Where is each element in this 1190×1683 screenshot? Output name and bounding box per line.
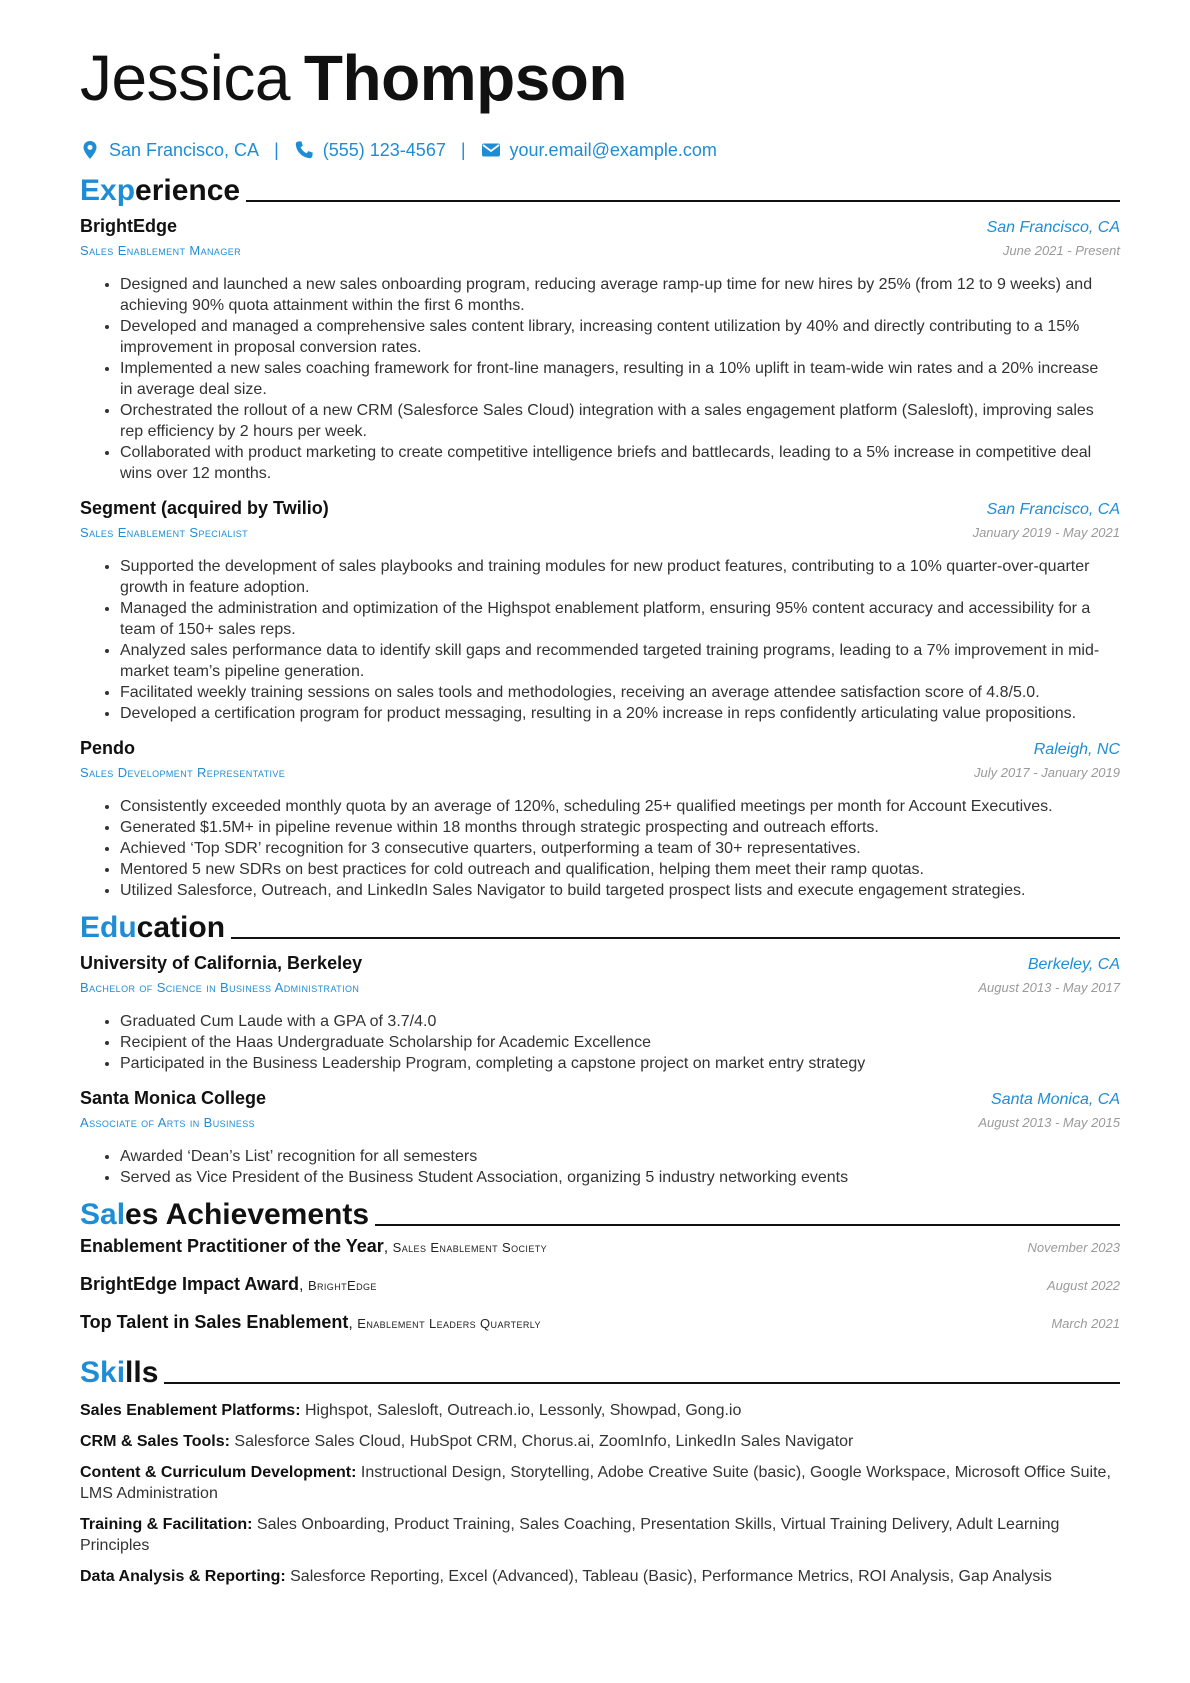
skill-values: Highspot, Salesloft, Outreach.io, Lessonly, Showpad, Gong.io [304, 1402, 742, 1419]
phone-icon [294, 140, 314, 160]
bullet-item: • Served as Vice President of the Business Student Association, organizing 5 industry networking events [120, 1167, 1108, 1188]
award-date: November 2023 [1027, 1240, 1120, 1255]
entry-bullets [80, 1011, 1120, 1074]
bullet-item: • Utilized Salesforce, Outreach, and LinkedIn Sales Navigator to build targeted prospect lists and execute engagement strategies. [120, 880, 1108, 901]
location-text: San Francisco, CA [109, 139, 260, 160]
entry-dates: July 2017 - January 2019 [974, 765, 1120, 780]
entry-location: Raleigh, NC [1033, 741, 1120, 758]
bullet-item: • Managed the administration and optimization of the Highspot enablement platform, ensuring 95% content accuracy and accessibility for a team of 150+ sales reps. [120, 598, 1108, 640]
experience-section-title: Experience [80, 174, 241, 207]
experience-entry [80, 736, 1120, 901]
skill-values: Salesforce Reporting, Excel (Advanced), Tableau (Basic), Performance Metrics, ROI Analysis, Gap Analysis [290, 1568, 1052, 1585]
contact-phone[interactable] [294, 140, 446, 161]
section-divider [246, 200, 1120, 202]
entry-role: Sales Enablement Specialist [80, 525, 249, 540]
bullet-item: • Implemented a new sales coaching framework for front-line managers, resulting in a 10% uplift in team-wide win rates and a 20% increase in average deal size. [120, 358, 1108, 400]
skill-values: Salesforce Sales Cloud, HubSpot CRM, Chorus.ai, ZoomInfo, LinkedIn Sales Navigator [234, 1433, 854, 1450]
entry-location: Santa Monica, CA [991, 1091, 1120, 1108]
bullet-item: • Orchestrated the rollout of a new CRM (Salesforce Sales Cloud) integration with a sales engagement platform (Salesloft), improving sales rep efficiency by 2 hours per week. [120, 400, 1108, 442]
achievement-item: Enablement Practitioner of the Year, Sales Enablement Society November 2023 [80, 1236, 1120, 1274]
bullet-item: • Graduated Cum Laude with a GPA of 3.7/4.0 [120, 1011, 1108, 1032]
education-entry [80, 951, 1120, 1074]
skill-row [80, 1431, 1120, 1452]
skill-row [80, 1514, 1120, 1556]
bullet-item: • Generated $1.5M+ in pipeline revenue within 18 months through strategic prospecting and outreach efforts. [120, 817, 1108, 838]
award-title: BrightEdge Impact Award [80, 1274, 300, 1294]
entry-dates: August 2013 - May 2015 [978, 1115, 1120, 1130]
contact-separator: | [274, 139, 279, 160]
entry-role: Associate of Arts in Business [80, 1115, 256, 1130]
section-divider [231, 937, 1120, 939]
entry-dates: June 2021 - Present [1002, 243, 1120, 258]
skill-row [80, 1400, 1120, 1421]
award-title: Top Talent in Sales Enablement [80, 1312, 349, 1332]
bullet-item: • Developed a certification program for product messaging, resulting in a 20% increase in reps confidently articulating value propositions. [120, 703, 1108, 724]
entry-location: San Francisco, CA [986, 219, 1120, 236]
map-pin-icon [80, 140, 100, 160]
bullet-item: • Collaborated with product marketing to create competitive intelligence briefs and battlecards, leading to a 5% increase in competitive deal wins over 12 months. [120, 442, 1108, 484]
experience-entry [80, 214, 1120, 484]
bullet-item: • Participated in the Business Leadership Program, completing a capstone project on market entry strategy [120, 1053, 1108, 1074]
entry-bullets [80, 796, 1120, 901]
achievement-item: BrightEdge Impact Award, BrightEdge August 2022 [80, 1274, 1120, 1312]
candidate-name [80, 36, 1120, 120]
award-date: March 2021 [1051, 1316, 1120, 1331]
bullet-item: • Consistently exceeded monthly quota by an average of 120%, scheduling 25+ qualified meetings per month for Account Executives. [120, 796, 1108, 817]
bullet-item: • Mentored 5 new SDRs on best practices for cold outreach and qualification, helping them meet their ramp quotas. [120, 859, 1108, 880]
award-issuer: Enablement Leaders Quarterly [357, 1316, 541, 1331]
entry-role: Sales Development Representative [80, 765, 286, 780]
first-name: Jessica [80, 42, 290, 114]
skill-category: Content & Curriculum Development: [80, 1464, 357, 1481]
envelope-icon [481, 140, 501, 160]
skill-category: Training & Facilitation: [80, 1516, 253, 1533]
skill-category: Sales Enablement Platforms: [80, 1402, 301, 1419]
entry-role: Sales Enablement Manager [80, 243, 242, 258]
experience-entry [80, 496, 1120, 724]
bullet-item: • Developed and managed a comprehensive sales content library, increasing content utilization by 40% and directly contributing to a 15% improvement in proposal conversion rates. [120, 316, 1108, 358]
contact-location [80, 140, 259, 161]
entry-dates: August 2013 - May 2017 [978, 980, 1120, 995]
entry-organization: Santa Monica College [80, 1088, 267, 1108]
award-date: August 2022 [1046, 1278, 1120, 1293]
contact-separator: | [460, 139, 466, 160]
last-name: Thompson [303, 42, 627, 114]
achievements-section-header [80, 1194, 1120, 1232]
entry-organization: Segment (acquired by Twilio) [80, 498, 329, 518]
entry-location: San Francisco, CA [986, 501, 1120, 518]
bullet-item: • Achieved ‘Top SDR’ recognition for 3 consecutive quarters, outperforming a team of 30+ representatives. [120, 838, 1108, 859]
education-entry [80, 1086, 1120, 1188]
skill-category: CRM & Sales Tools: [80, 1433, 230, 1450]
bullet-item: • Facilitated weekly training sessions on sales tools and methodologies, receiving an average attendee satisfaction score of 4.8/5.0. [120, 682, 1108, 703]
skills-list [80, 1400, 1120, 1587]
education-section-header [80, 907, 1120, 945]
section-divider [164, 1382, 1120, 1384]
entry-bullets [80, 1146, 1120, 1188]
skill-values: Instructional Design, Storytelling, Adobe Creative Suite (basic), Google Workspace, Microsoft Office Suite, LMS Administration [80, 1464, 1111, 1502]
entry-bullets [80, 274, 1120, 484]
entry-organization: Pendo [80, 738, 136, 758]
entry-role: Bachelor of Science in Business Administration [80, 980, 360, 995]
award-issuer: BrightEdge [307, 1278, 377, 1293]
bullet-item: • Supported the development of sales playbooks and training modules for new product features, contributing to a 10% quarter-over-quarter growth in feature adoption. [120, 556, 1108, 598]
bullet-item: • Awarded ‘Dean’s List’ recognition for all semesters [120, 1146, 1108, 1167]
contact-email[interactable] [481, 140, 717, 161]
entry-dates: January 2019 - May 2021 [972, 525, 1120, 540]
entry-location: Berkeley, CA [1027, 956, 1120, 973]
bullet-item: • Analyzed sales performance data to identify skill gaps and recommended targeted training programs, leading to a 7% improvement in mid-market team’s pipeline generation. [120, 640, 1108, 682]
skill-row [80, 1566, 1120, 1587]
skill-values: Sales Onboarding, Product Training, Sales Coaching, Presentation Skills, Virtual Training Delivery, Adult Learning Principles [80, 1516, 1060, 1554]
email-text: your.email@example.com [509, 139, 717, 160]
bullet-item: • Designed and launched a new sales onboarding program, reducing average ramp-up time for new hires by 25% (from 12 to 9 weeks) and achieving 90% quota attainment within the first 6 months. [120, 274, 1108, 316]
phone-text: (555) 123-4567 [322, 139, 446, 160]
achievement-item: Top Talent in Sales Enablement, Enablement Leaders Quarterly March 2021 [80, 1312, 1120, 1350]
achievements-list [80, 1236, 1120, 1350]
bullet-item: • Recipient of the Haas Undergraduate Scholarship for Academic Excellence [120, 1032, 1108, 1053]
entry-organization: University of California, Berkeley [80, 953, 363, 973]
contact-bar [80, 136, 1120, 164]
skill-category: Data Analysis & Reporting: [80, 1568, 286, 1585]
skills-section-header [80, 1352, 1120, 1390]
section-divider [375, 1224, 1120, 1226]
skills-section-title: Skills [80, 1356, 159, 1389]
award-title: Enablement Practitioner of the Year [80, 1236, 384, 1256]
entry-organization: BrightEdge [80, 216, 177, 236]
entry-bullets [80, 556, 1120, 724]
experience-section-header [80, 170, 1120, 208]
education-section-title: Education [80, 911, 226, 944]
skill-row [80, 1462, 1120, 1504]
award-issuer: Sales Enablement Society [392, 1240, 548, 1255]
achievements-section-title: Sales Achievements [80, 1198, 370, 1231]
